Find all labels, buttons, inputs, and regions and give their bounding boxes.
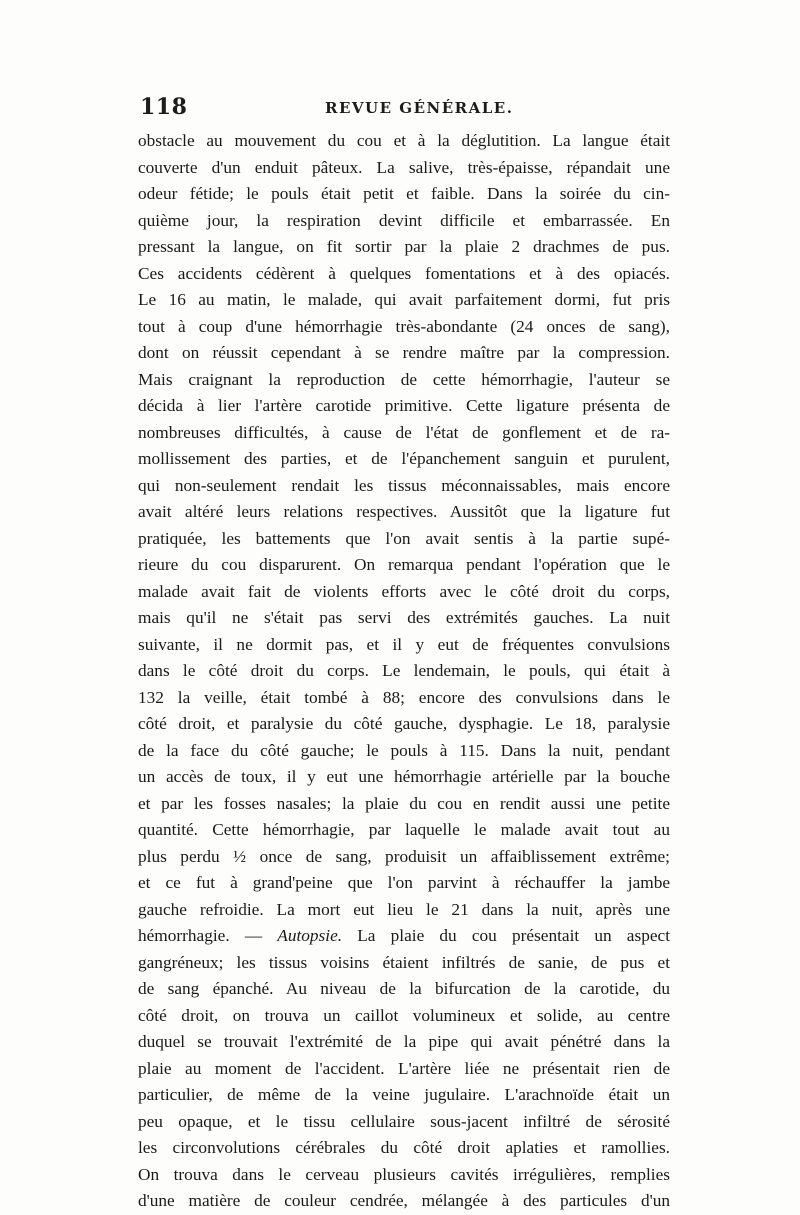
text-line: dans le côté droit du corps. Le lendemain, le pouls, qui était à [138,661,670,680]
text-line: gauche refroidie. La mort eut lieu le 21 dans la nuit, après une [138,899,670,919]
text-line: de la face du côté gauche; le pouls à 115. Dans la nuit, pendant [138,740,670,760]
text-line: On trouva dans le cerveau plusieurs cavités irrégulières, remplies [138,1164,670,1184]
text-line: quantité. Cette hémorrhagie, par laquelle le malade avait tout au [138,820,670,839]
text-line: rieure du cou disparurent. On remarqua pendant l'opération que le [138,555,670,574]
text-line: Mais craignant la reproduction de cette hémorrhagie, l'auteur se [138,369,670,389]
text-line: de sang épanché. Au niveau de la bifurcation de la carotide, du [138,979,670,998]
text-line: Ces accidents cédèrent à quelques fomentations et à des opiacés. [138,263,670,283]
text-line: tout à coup d'une hémorrhagie très-abondante (24 onces de sang), [138,316,670,336]
text-fragment: hémorrhagie. — [138,926,278,945]
text-line: nombreuses difficultés, à cause de l'état de gonflement et de ra- [138,422,670,442]
text-line: côté droit, on trouva un caillot volumineux et solide, au centre [138,1005,670,1025]
text-line: et ce fut à grand'peine que l'on parvint à réchauffer la jambe [138,873,670,892]
text-line: plaie au moment de l'accident. L'artère liée ne présentait rien de [138,1058,670,1078]
text-line: et par les fosses nasales; la plaie du cou en rendit aussi une petite [138,793,670,813]
text-line: suivante, il ne dormit pas, et il y eut de fréquentes convulsions [138,634,670,654]
text-line: peu opaque, et le tissu cellulaire sous-jacent infiltré de sérosité [138,1111,670,1131]
text-line: pressant la langue, on fit sortir par la plaie 2 drachmes de pus. [138,237,670,256]
text-line: décida à lier l'artère carotide primitive. Cette ligature présenta de [138,396,670,415]
text-line: dont on réussit cependant à se rendre maître par la compression. [138,343,670,362]
text-line: avait altéré leurs relations respectives. Aussitôt que la ligature fut [138,502,670,521]
text-line-autopsie [138,923,670,950]
text-line: gangréneux; les tissus voisins étaient infiltrés de sanie, de pus et [138,952,670,972]
text-line: un accès de toux, il y eut une hémorrhagie artérielle par la bouche [138,767,670,786]
text-line: plus perdu ½ once de sang, produisit un affaiblissement extrême; [138,846,670,866]
text-line: mais qu'il ne s'était pas servi des extrémités gauches. La nuit [138,608,670,627]
text-line: quième jour, la respiration devint difficile et embarrassée. En [138,210,670,230]
text-line: pratiquée, les battements que l'on avait sentis à la partie supé- [138,528,670,548]
text-line: côté droit, et paralysie du côté gauche, dysphagie. Le 18, paralysie [138,714,670,733]
section-heading-autopsie: Autopsie. [277,926,343,945]
text-line: les circonvolutions cérébrales du côté droit aplaties et ramollies. [138,1138,670,1157]
running-title: REVUE GÉNÉRALE. [325,99,514,117]
page-number: 118 [140,94,188,120]
text-line: duquel se trouvait l'extrémité de la pipe qui avait pénétré dans la [138,1032,670,1051]
page-header [140,94,680,124]
text-line: odeur fétide; le pouls était petit et faible. Dans la soirée du cin- [138,184,670,203]
text-line: Le 16 au matin, le malade, qui avait parfaitement dormi, fut pris [138,290,670,309]
text-line: obstacle au mouvement du cou et à la déglutition. La langue était [138,131,670,150]
text-line: particulier, de même de la veine jugulaire. L'arachnoïde était un [138,1085,670,1104]
text-line: malade avait fait de violents efforts avec le côté droit du corps, [138,581,670,601]
text-line: d'une matière de couleur cendrée, mélangée à des particules d'un [138,1191,670,1210]
text-line: qui non-seulement rendait les tissus méconnaissables, mais encore [138,475,670,495]
body-text [138,128,670,1215]
text-line: mollissement des parties, et de l'épanchement sanguin et purulent, [138,449,670,468]
text-line: 132 la veille, était tombé à 88; encore des convulsions dans le [138,687,670,707]
text-line: couverte d'un enduit pâteux. La salive, très-épaisse, répandait une [138,157,670,177]
text-fragment: La plaie du cou présentait un aspect [342,926,670,945]
